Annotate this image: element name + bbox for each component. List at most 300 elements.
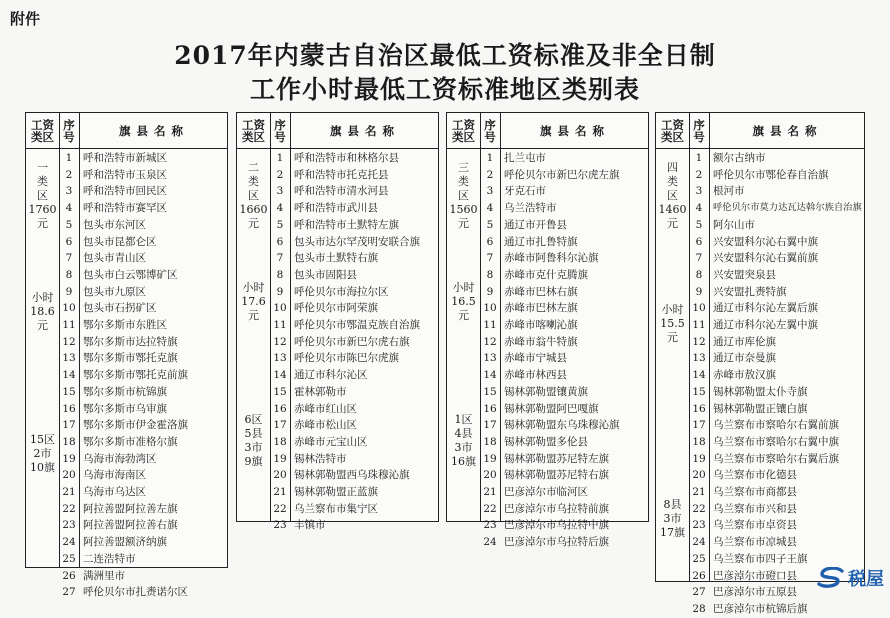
county-name: 乌兰察布市商都县	[713, 486, 797, 498]
row-number: 23	[273, 519, 287, 532]
county-name: 呼伦贝尔市鄂伦春自治旗	[713, 168, 829, 181]
county-name: 包头市青山区	[83, 252, 146, 265]
row-number: 20	[273, 469, 287, 482]
county-name: 锡林郭勒盟苏尼特右旗	[504, 469, 609, 482]
county-name: 二连浩特市	[83, 552, 136, 565]
table-row	[26, 367, 227, 384]
county-name: 鄂尔多斯市乌审旗	[83, 402, 167, 415]
table-row	[237, 401, 438, 418]
hourly-rate-label-line: 元	[458, 309, 469, 322]
category-table-4	[655, 112, 865, 615]
attachment-label: 附件	[10, 10, 41, 28]
class-amount-label-line: 二	[248, 161, 259, 174]
district-count-label-line: 17旗	[660, 526, 685, 539]
table-row	[26, 167, 227, 184]
table-row	[26, 317, 227, 334]
county-name: 阿尔山市	[713, 218, 755, 231]
row-number: 28	[692, 602, 706, 615]
row-number: 27	[692, 586, 706, 599]
row-number: 15	[62, 385, 76, 398]
class-amount-label-line: 元	[667, 217, 678, 230]
table-row	[26, 217, 227, 234]
class-amount-label-line: 区	[667, 189, 678, 202]
row-number: 7	[486, 252, 494, 265]
s-logo-icon	[816, 567, 846, 589]
table-row	[26, 234, 227, 251]
district-count-label-line: 6区	[244, 413, 263, 426]
category-table-3	[446, 112, 649, 549]
row-number: 12	[273, 335, 287, 348]
county-name: 呼伦贝尔市鄂温克族自治旗	[294, 319, 420, 331]
table-row	[447, 267, 648, 284]
row-number: 4	[695, 202, 703, 215]
table-row	[656, 284, 864, 301]
table-row	[656, 183, 864, 200]
county-name: 呼和浩特市赛罕区	[83, 202, 167, 215]
row-number: 6	[695, 235, 703, 248]
table-row	[26, 484, 227, 501]
class-amount-label-line: 类	[667, 175, 678, 188]
row-number: 15	[483, 385, 497, 398]
header-county-name: 旗县名称	[752, 124, 823, 138]
table-row	[237, 267, 438, 284]
header-county-name: 旗县名称	[330, 124, 400, 138]
row-number: 19	[483, 452, 497, 465]
class-amount-label-line: 元	[458, 217, 469, 230]
row-number: 18	[62, 435, 76, 448]
hourly-rate-label-line: 元	[37, 319, 48, 332]
table-row	[26, 350, 227, 367]
county-name: 巴彦淖尔市磴口县	[713, 569, 797, 582]
county-name: 包头市土默特右旗	[294, 252, 378, 265]
table-row	[447, 451, 648, 468]
table-row	[656, 417, 864, 434]
row-number: 24	[62, 536, 76, 549]
district-count-label-line: 8县	[663, 498, 682, 511]
county-name: 乌海市海勃湾区	[83, 452, 157, 465]
county-name: 呼和浩特市清水河县	[294, 185, 389, 198]
county-name: 呼伦贝尔市新巴尔虎左旗	[504, 168, 620, 181]
row-number: 17	[483, 419, 497, 432]
county-name: 鄂尔多斯市杭锦旗	[83, 385, 167, 398]
class-amount-label-line: 四	[667, 161, 678, 174]
row-number: 2	[695, 168, 703, 181]
row-number: 23	[62, 519, 76, 532]
county-name: 根河市	[713, 185, 745, 198]
county-name: 呼和浩特市武川县	[294, 202, 378, 215]
row-number: 20	[483, 469, 497, 482]
row-number: 16	[483, 402, 497, 415]
table-row	[447, 367, 648, 384]
row-number: 6	[276, 235, 284, 248]
class-amount-label-line: 类	[37, 175, 48, 188]
table-row	[447, 300, 648, 317]
county-name: 呼伦贝尔市陈巴尔虎旗	[294, 352, 399, 365]
hourly-rate-label-line: 元	[248, 309, 259, 322]
county-name: 丰镇市	[294, 519, 326, 532]
table-row	[237, 183, 438, 200]
row-number: 16	[692, 402, 706, 415]
table-row	[447, 467, 648, 484]
county-name: 包头市九原区	[83, 285, 146, 298]
category-table-1	[25, 112, 228, 599]
row-number: 13	[692, 352, 706, 365]
row-number: 17	[273, 419, 287, 432]
table-row	[237, 334, 438, 351]
table-row	[26, 284, 227, 301]
row-number: 22	[692, 502, 706, 515]
county-name: 赤峰市巴林右旗	[504, 285, 578, 298]
table-row	[26, 384, 227, 401]
county-name: 通辽市科尔沁区	[294, 369, 368, 382]
row-number: 1	[695, 152, 703, 164]
county-name: 锡林郭勒盟多伦县	[504, 435, 588, 448]
row-number: 11	[273, 319, 287, 331]
county-name: 巴彦淖尔市乌拉特中旗	[504, 519, 609, 532]
hourly-rate-label-line: 15.5	[660, 317, 685, 330]
table-header	[656, 113, 864, 149]
row-number: 11	[483, 319, 497, 331]
county-name: 呼和浩特市回民区	[83, 185, 167, 198]
district-count-label-line: 3市	[663, 512, 682, 525]
row-number: 25	[62, 552, 76, 565]
county-name: 牙克石市	[504, 185, 546, 198]
row-number: 20	[62, 469, 76, 482]
row-number: 5	[65, 218, 73, 231]
table-row	[26, 401, 227, 418]
table-row	[447, 284, 648, 301]
table-row	[656, 300, 864, 317]
table-row	[237, 284, 438, 301]
row-number: 16	[62, 402, 76, 415]
table-row	[656, 451, 864, 468]
row-number: 24	[692, 536, 706, 549]
district-count-label-line: 2市	[33, 447, 52, 460]
county-name: 赤峰市宁城县	[504, 352, 567, 365]
table-row	[656, 200, 864, 217]
county-name: 兴安盟扎赉特旗	[713, 285, 787, 298]
row-number: 4	[276, 202, 284, 215]
row-number: 20	[692, 469, 706, 482]
table-row	[656, 484, 864, 501]
class-amount-label-line: 区	[248, 189, 259, 202]
table-row	[26, 300, 227, 317]
header-seq: 序号	[693, 118, 705, 144]
row-number: 15	[692, 385, 706, 398]
table-row	[26, 150, 227, 167]
row-number: 18	[483, 435, 497, 448]
class-amount-label-line: 区	[458, 189, 469, 202]
row-number: 22	[483, 502, 497, 515]
county-name: 赤峰市元宝山区	[294, 435, 368, 448]
county-name: 呼和浩特市新城区	[83, 152, 167, 164]
header-seq: 序号	[484, 118, 496, 144]
row-number: 19	[692, 452, 706, 465]
county-name: 霍林郭勒市	[294, 385, 347, 398]
row-number: 23	[483, 519, 497, 532]
row-number: 8	[486, 268, 494, 281]
county-name: 包头市达尔罕茂明安联合旗	[294, 235, 420, 248]
table-row	[447, 350, 648, 367]
row-number: 4	[486, 202, 494, 215]
table-row	[447, 434, 648, 451]
district-count-label-line: 3市	[454, 441, 473, 454]
table-row	[237, 250, 438, 267]
table-row	[237, 484, 438, 501]
table-row	[656, 517, 864, 534]
header-seq: 序号	[63, 118, 75, 144]
row-number: 11	[62, 319, 76, 331]
row-number: 15	[273, 385, 287, 398]
county-name: 乌海市乌达区	[83, 486, 146, 498]
table-row	[26, 200, 227, 217]
row-number: 10	[692, 302, 706, 315]
row-number: 2	[65, 168, 73, 181]
county-name: 乌兰察布市集宁区	[294, 502, 378, 515]
row-number: 9	[486, 285, 494, 298]
county-name: 呼和浩特市托克托县	[294, 168, 389, 181]
county-name: 兴安盟突泉县	[713, 268, 776, 281]
row-number: 14	[692, 369, 706, 382]
county-name: 赤峰市巴林左旗	[504, 302, 578, 315]
district-count-label-line: 4县	[454, 427, 473, 440]
class-amount-label-line: 类	[248, 175, 259, 188]
county-name: 乌兰察布市四子王旗	[713, 552, 808, 565]
table-row	[26, 467, 227, 484]
table-row	[656, 601, 864, 618]
table-header	[447, 113, 648, 149]
table-row	[237, 150, 438, 167]
table-row	[656, 234, 864, 251]
hourly-rate-label-line: 18.6	[30, 305, 55, 318]
county-name: 通辽市科尔沁左翼后旗	[713, 302, 818, 315]
table-row	[656, 350, 864, 367]
county-name: 包头市东河区	[83, 218, 146, 231]
class-amount-label-line: 区	[37, 189, 48, 202]
header-county-name: 旗县名称	[119, 124, 189, 138]
county-name: 锡林郭勒盟苏尼特左旗	[504, 452, 609, 465]
hourly-rate-label-line: 16.5	[451, 295, 476, 308]
county-name: 赤峰市松山区	[294, 419, 357, 432]
table-row	[26, 434, 227, 451]
table-row	[26, 183, 227, 200]
class-amount-label-line: 元	[248, 217, 259, 230]
county-name: 赤峰市敖汉旗	[713, 369, 776, 382]
county-name: 赤峰市红山区	[294, 402, 357, 415]
county-name: 呼伦贝尔市新巴尔虎右旗	[294, 335, 410, 348]
county-name: 包头市固阳县	[294, 268, 357, 281]
county-name: 通辽市科尔沁左翼中旗	[713, 319, 818, 331]
row-number: 21	[483, 486, 497, 498]
table-row	[237, 434, 438, 451]
header-wage-class: 工资类区	[661, 118, 684, 144]
hourly-rate-label-line: 小时	[452, 281, 475, 294]
row-number: 13	[62, 352, 76, 365]
table-row	[656, 467, 864, 484]
row-number: 17	[692, 419, 706, 432]
county-name: 锡林浩特市	[294, 452, 347, 465]
watermark-logo	[816, 565, 884, 591]
table-row	[26, 584, 227, 601]
county-name: 通辽市开鲁县	[504, 218, 567, 231]
header-county-name: 旗县名称	[540, 124, 610, 138]
row-number: 12	[483, 335, 497, 348]
district-count-label-line: 1区	[454, 413, 473, 426]
row-number: 3	[65, 185, 73, 198]
county-name: 呼伦贝尔市莫力达瓦达斡尔族自治旗	[713, 202, 862, 214]
row-number: 13	[273, 352, 287, 365]
table-row	[447, 517, 648, 534]
hourly-rate-label-line: 小时	[242, 281, 265, 294]
row-number: 9	[65, 285, 73, 298]
row-number: 10	[273, 302, 287, 315]
county-name: 呼伦贝尔市海拉尔区	[294, 285, 389, 298]
table-row	[237, 451, 438, 468]
county-name: 通辽市扎鲁特旗	[504, 235, 578, 248]
table-row	[26, 267, 227, 284]
table-row	[447, 150, 648, 167]
class-amount-label-line: 三	[458, 161, 469, 174]
class-amount-label-line: 1660	[239, 203, 268, 216]
class-amount-label-line: 元	[37, 217, 48, 230]
county-name: 锡林郭勒盟东乌珠穆沁旗	[504, 419, 620, 432]
document-title-line-2: 工作小时最低工资标准地区类别表	[249, 75, 640, 104]
header-wage-class: 工资类区	[31, 118, 54, 144]
table-row	[656, 367, 864, 384]
row-number: 6	[486, 235, 494, 248]
row-number: 14	[62, 369, 76, 382]
table-row	[447, 501, 648, 518]
class-amount-label-line: 1460	[658, 203, 687, 216]
hourly-rate-label-line: 元	[667, 331, 678, 344]
county-name: 阿拉善盟额济纳旗	[83, 536, 167, 549]
row-number: 10	[483, 302, 497, 315]
county-name: 巴彦淖尔市杭锦后旗	[713, 602, 808, 615]
table-row	[656, 334, 864, 351]
district-count-label-line: 10旗	[30, 461, 55, 474]
row-number: 14	[483, 369, 497, 382]
row-number: 2	[486, 168, 494, 181]
table-row	[26, 551, 227, 568]
table-row	[237, 317, 438, 334]
row-number: 3	[486, 185, 494, 198]
document-title-line-1: 2017年内蒙古自治区最低工资标准及非全日制	[174, 41, 716, 70]
table-row	[656, 167, 864, 184]
row-number: 18	[273, 435, 287, 448]
county-name: 巴彦淖尔市五原县	[713, 586, 797, 599]
county-name: 兴安盟科尔沁右翼中旗	[713, 235, 818, 248]
county-name: 乌兰察布市凉城县	[713, 536, 797, 549]
table-row	[447, 217, 648, 234]
row-number: 23	[692, 519, 706, 532]
row-number: 4	[65, 202, 73, 215]
row-number: 17	[62, 419, 76, 432]
table-row	[237, 200, 438, 217]
table-row	[656, 317, 864, 334]
table-row	[656, 217, 864, 234]
table-row	[447, 534, 648, 551]
row-number: 7	[695, 252, 703, 265]
table-row	[26, 501, 227, 518]
county-name: 鄂尔多斯市伊金霍洛旗	[83, 419, 188, 432]
county-name: 通辽市奈曼旗	[713, 352, 776, 365]
county-name: 锡林郭勒盟西乌珠穆沁旗	[294, 469, 410, 482]
county-name: 乌兰浩特市	[504, 202, 557, 215]
district-count-label-line: 9旗	[244, 455, 263, 468]
county-name: 鄂尔多斯市东胜区	[83, 319, 167, 331]
row-number: 21	[62, 486, 76, 498]
table-row	[447, 200, 648, 217]
county-name: 满洲里市	[83, 569, 125, 582]
county-name: 扎兰屯市	[504, 152, 546, 164]
district-count-label-line: 3市	[244, 441, 263, 454]
table-row	[26, 334, 227, 351]
county-name: 乌兰察布市察哈尔右翼前旗	[713, 419, 839, 432]
table-row	[447, 317, 648, 334]
row-number: 22	[62, 502, 76, 515]
county-name: 巴彦淖尔市乌拉特后旗	[504, 536, 609, 549]
row-number: 1	[65, 152, 73, 164]
row-number: 8	[65, 268, 73, 281]
table-row	[447, 417, 648, 434]
table-row	[237, 217, 438, 234]
row-number: 8	[695, 268, 703, 281]
table-row	[26, 250, 227, 267]
row-number: 25	[692, 552, 706, 565]
table-header	[237, 113, 438, 149]
county-name: 通辽市库伦旗	[713, 335, 776, 348]
county-name: 额尔古纳市	[713, 152, 766, 164]
county-name: 阿拉善盟阿拉善右旗	[83, 519, 178, 532]
hourly-rate-label-line: 17.6	[241, 295, 266, 308]
table-row	[237, 467, 438, 484]
table-row	[237, 350, 438, 367]
hourly-rate-label-line: 小时	[661, 303, 684, 316]
table-row	[656, 384, 864, 401]
table-row	[656, 267, 864, 284]
row-number: 3	[695, 185, 703, 198]
county-name: 赤峰市翁牛特旗	[504, 335, 578, 348]
table-row	[447, 234, 648, 251]
row-number: 7	[65, 252, 73, 265]
row-number: 9	[276, 285, 284, 298]
row-number: 21	[273, 486, 287, 498]
county-name: 乌兰察布市察哈尔右翼后旗	[713, 452, 839, 465]
row-number: 5	[486, 218, 494, 231]
district-count-label-line: 5县	[244, 427, 263, 440]
county-name: 锡林郭勒盟正镶白旗	[713, 402, 808, 415]
table-row	[237, 300, 438, 317]
county-name: 赤峰市喀喇沁旗	[504, 319, 578, 331]
county-name: 乌海市海南区	[83, 469, 146, 482]
county-name: 鄂尔多斯市准格尔旗	[83, 435, 178, 448]
table-row	[237, 167, 438, 184]
county-name: 呼和浩特市土默特左旗	[294, 218, 399, 231]
table-row	[447, 484, 648, 501]
class-amount-label-line: 1760	[28, 203, 57, 216]
county-name: 呼和浩特市玉泉区	[83, 168, 167, 181]
table-row	[656, 250, 864, 267]
table-row	[237, 367, 438, 384]
table-row	[26, 568, 227, 585]
row-number: 13	[483, 352, 497, 365]
table-row	[447, 334, 648, 351]
row-number: 2	[276, 168, 284, 181]
row-number: 3	[276, 185, 284, 198]
county-name: 乌兰察布市化德县	[713, 469, 797, 482]
county-name: 锡林郭勒盟阿巴嘎旗	[504, 402, 599, 415]
class-amount-label-line: 一	[37, 161, 48, 174]
